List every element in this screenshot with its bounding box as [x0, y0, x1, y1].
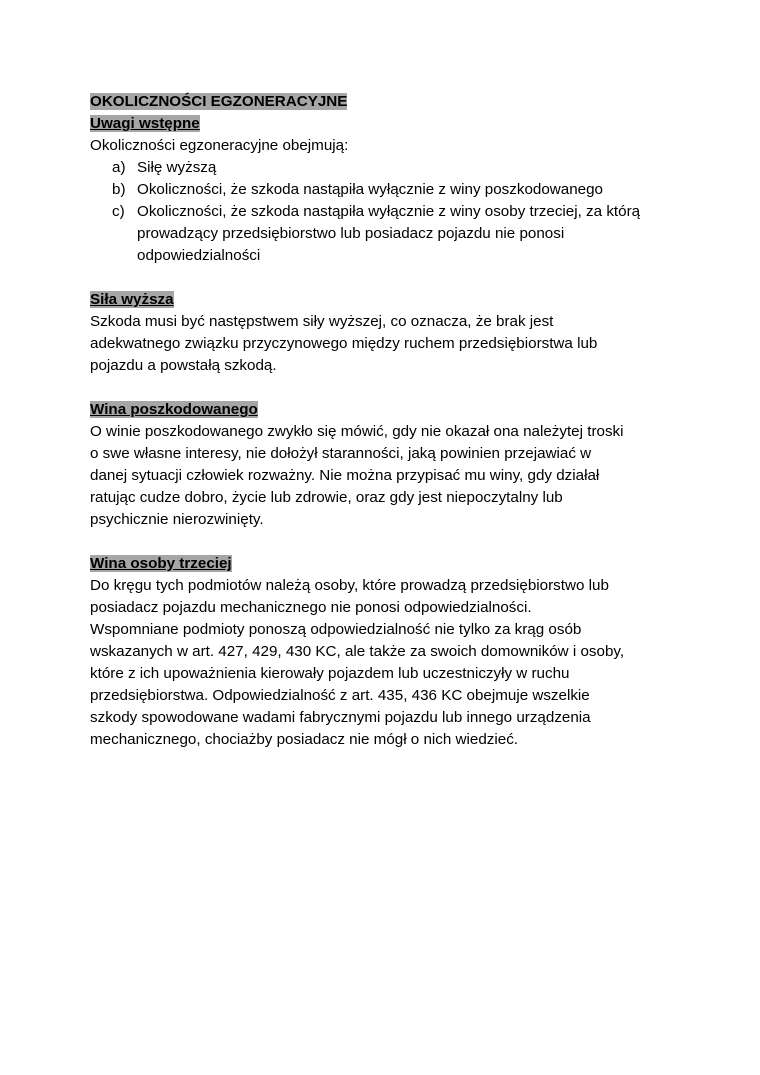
- list-item-text: odpowiedzialności: [137, 247, 261, 264]
- paragraph-line: o swe własne interesy, nie dołożył staranności, jaką powinien przejawiać w: [90, 445, 592, 462]
- list-item-text: Okoliczności, że szkoda nastąpiła wyłącznie z winy osoby trzeciej, za którą: [137, 203, 641, 220]
- third-party-fault-heading: Wina osoby trzeciej: [90, 555, 232, 572]
- list-item: [90, 179, 680, 201]
- paragraph-line: Do kręgu tych podmiotów należą osoby, które prowadzą przedsiębiorstwo lub: [90, 577, 609, 594]
- victim-fault-heading: Wina poszkodowanego: [90, 401, 258, 418]
- document-body: [90, 91, 680, 751]
- list-marker: a): [112, 159, 126, 176]
- paragraph-line: wskazanych w art. 427, 429, 430 KC, ale także za swoich domowników i osoby,: [90, 643, 625, 660]
- document-title: OKOLICZNOŚCI EGZONERACYJNE: [90, 93, 348, 110]
- paragraph-line: Wspomniane podmioty ponoszą odpowiedzialność nie tylko za krąg osób: [90, 621, 582, 638]
- list-marker: c): [112, 203, 125, 220]
- list-item-text: Okoliczności, że szkoda nastąpiła wyłącznie z winy poszkodowanego: [137, 181, 603, 198]
- list-item-text: prowadzący przedsiębiorstwo lub posiadacz pojazdu nie ponosi: [137, 225, 565, 242]
- list-item-text: Siłę wyższą: [137, 159, 217, 176]
- paragraph-line: adekwatnego związku przyczynowego między ruchem przedsiębiorstwa lub: [90, 335, 598, 352]
- paragraph-line: szkody spowodowane wadami fabrycznymi pojazdu lub innego urządzenia: [90, 709, 591, 726]
- victim-fault-section: [90, 399, 680, 531]
- paragraph-line: mechanicznego, chociażby posiadacz nie mógł o nich wiedzieć.: [90, 731, 519, 748]
- exoneration-list: [90, 157, 680, 267]
- force-majeure-section: [90, 289, 680, 377]
- paragraph-line: O winie poszkodowanego zwykło się mówić, gdy nie okazał ona należytej troski: [90, 423, 624, 440]
- paragraph-line: pojazdu a powstałą szkodą.: [90, 357, 277, 374]
- paragraph-line: ratując cudze dobro, życie lub zdrowie, oraz gdy jest niepoczytalny lub: [90, 489, 563, 506]
- list-item: [90, 157, 680, 179]
- list-item: [90, 201, 680, 267]
- paragraph-line: które z ich upoważnienia kierowały pojazdem lub uczestniczyły w ruchu: [90, 665, 570, 682]
- intro-heading: Uwagi wstępne: [90, 115, 200, 132]
- intro-lead: Okoliczności egzoneracyjne obejmują:: [90, 137, 349, 154]
- paragraph-line: posiadacz pojazdu mechanicznego nie ponosi odpowiedzialności.: [90, 599, 532, 616]
- paragraph-line: psychicznie nierozwinięty.: [90, 511, 264, 528]
- list-marker: b): [112, 181, 126, 198]
- paragraph-line: danej sytuacji człowiek rozważny. Nie można przypisać mu winy, gdy działał: [90, 467, 600, 484]
- force-majeure-heading: Siła wyższa: [90, 291, 174, 308]
- paragraph-line: przedsiębiorstwa. Odpowiedzialność z art. 435, 436 KC obejmuje wszelkie: [90, 687, 590, 704]
- intro-section: [90, 91, 680, 267]
- third-party-fault-section: [90, 553, 680, 751]
- paragraph-line: Szkoda musi być następstwem siły wyższej, co oznacza, że brak jest: [90, 313, 554, 330]
